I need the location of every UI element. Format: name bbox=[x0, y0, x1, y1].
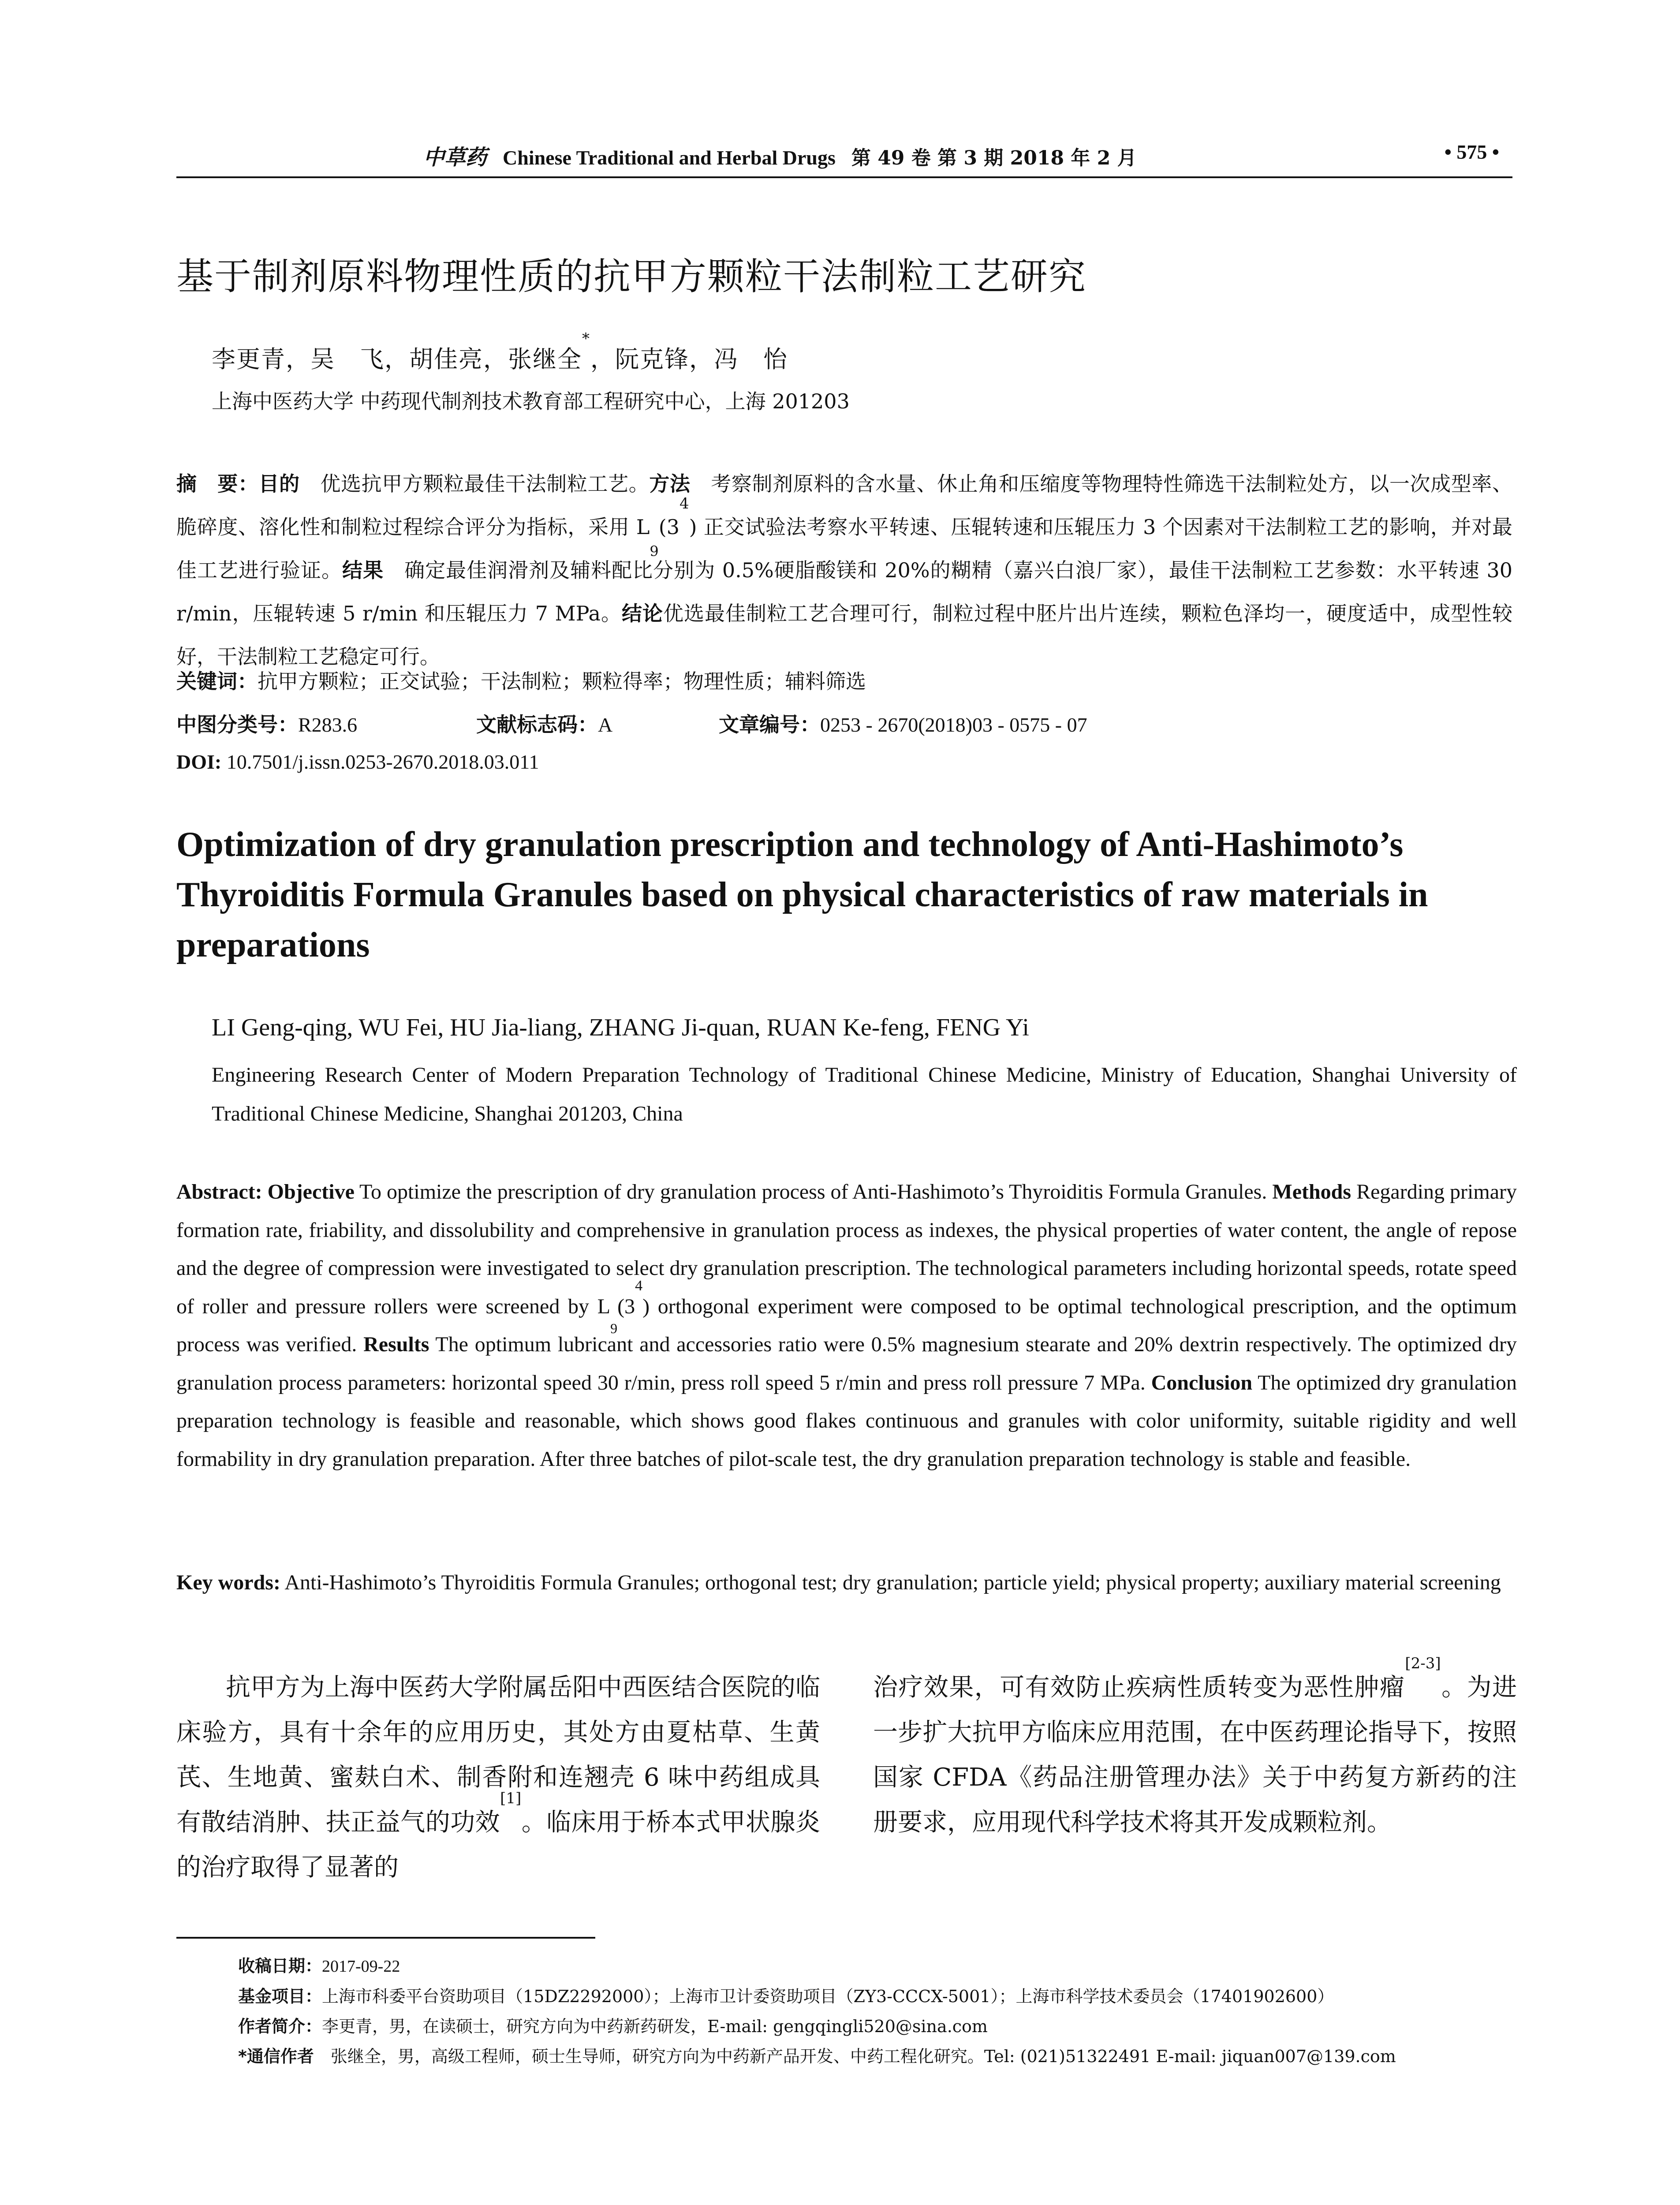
abstract-english: Abstract: Objective To optimize the prescription of dry granulation process of Anti-Hashimoto’s Thyroiditis Formula Granules. Methods Regarding primary formation rate, friability, and dissolubility and comprehensive in granulation process as indexes, the physical properties of water content, the angle of repose and the degree of compression were investigated to select dry granulation prescription. The technological parameters including horizontal speeds, rotate speed of roller and pressure rollers were screened by $L_9(3^4)$ orthogonal experiment were composed to be optimal technological prescription, and the optimum process was verified. Results The optimum lubricant and accessories ratio were 0.5% magnesium stearate and 20% dextrin respectively. The optimized dry granulation process parameters: horizontal speed 30 r/min, press roll speed 5 r/min and press roll pressure 7 MPa. Conclusion The optimized dry granulation preparation technology is feasible and reasonable, which shows good flakes continuous and granules with color uniformity, suitable rigidity and well formability in dry granulation preparation. After three batches of pilot-scale test, the dry granulation preparation technology is stable and feasible. bbox=[176, 1180, 1517, 1471]
fund-info: 基金项目：上海市科委平台资助项目（15DZ2292000）；上海市卫计委资助项目（ZY3-CCCX-5001）；上海市科学技术委员会（17401902600） bbox=[238, 1987, 1334, 2006]
citation-ref[interactable]: [1] bbox=[500, 1790, 522, 1807]
corresponding-author: *通信作者 张继全，男，高级工程师，硕士生导师，研究方向为中药新产品开发、中药工程化研究。Tel: (021)51322491 E-mail: jiquan007@139.com bbox=[238, 2047, 1396, 2066]
keywords-english: Key words: Anti-Hashimoto’s Thyroiditis Formula Granules; orthogonal test; dry granulation; particle yield; physical property; auxiliary material screening bbox=[176, 1571, 1501, 1594]
body-column-left: 抗甲方为上海中医药大学附属岳阳中西医结合医院的临床验方，具有十余年的应用历史，其处方由夏枯草、生黄芪、生地黄、蜜麸白术、制香附和连翘壳 6 味中药组成具有散结消肿、扶正益气的功效[1]。临床用于桥本式甲状腺炎的治疗取得了显著的 bbox=[176, 1673, 821, 1882]
footnote-divider bbox=[176, 1937, 595, 1939]
objective-text: 优选抗甲方颗粒最佳干法制粒工艺。 bbox=[299, 472, 650, 496]
methods-label-en: Methods bbox=[1272, 1180, 1351, 1203]
journal-logo: 中草药 bbox=[423, 145, 487, 170]
conclusion-label: 结论 bbox=[621, 602, 663, 625]
title-chinese: 基于制剂原料物理性质的抗甲方颗粒干法制粒工艺研究 bbox=[176, 255, 1087, 298]
journal-title-en: Chinese Traditional and Herbal Drugs bbox=[503, 146, 836, 169]
article-number: 文章编号：0253 - 2670(2018)03 - 0575 - 07 bbox=[719, 713, 1087, 736]
received-date: 收稿日期：2017-09-22 bbox=[238, 1956, 400, 1976]
title-english: Optimization of dry granulation prescription and technology of Anti-Hashimoto’s Thyroiditis Formula Granules based on physical characteristics of raw materials in preparations bbox=[176, 825, 1428, 964]
header-divider bbox=[176, 176, 1512, 178]
doi: DOI: 10.7501/j.issn.0253-2670.2018.03.011 bbox=[176, 751, 539, 773]
volume-issue: 第 49 卷 第 3 期 2018 年 2 月 bbox=[851, 147, 1137, 169]
abstract-chinese: 摘 要：目的 优选抗甲方颗粒最佳干法制粒工艺。方法 考察制剂原料的含水量、休止角和压缩度等物理特性筛选干法制粒处方，以一次成型率、脆碎度、溶化性和制粒过程综合评分为指标，采用 $L_9(3^4)$ 正交试验法考察水平转速、压辊转速和压辊压力 3 个因素对干法制粒工艺的影响，并对最佳工艺进行验证。结果 确定最佳润滑剂及辅料配比分别为 0.5%硬脂酸镁和 20%的糊精（嘉兴白浪厂家），最佳干法制粒工艺参数：水平转速 30 r/min，压辊转速 5 r/min 和压辊压力 7 MPa。结论优选最佳制粒工艺合理可行，制粒过程中胚片出片连续，颗粒色泽均一，硬度适中，成型性较好，干法制粒工艺稳定可行。 bbox=[176, 472, 1513, 669]
document-code: 文献标志码：A bbox=[476, 713, 613, 736]
abstract-label: 摘 要： bbox=[176, 472, 259, 496]
authors-english: LI Geng-qing, WU Fei, HU Jia-liang, ZHANG Ji-quan, RUAN Ke-feng, FENG Yi bbox=[212, 1014, 1029, 1041]
results-text: 确定最佳润滑剂及辅料配比分别为 0.5%硬脂酸镁和 20%的糊精（嘉兴白浪厂家），最佳干法制粒工艺参数：水平转速 30 r/min，压辊转速 5 r/min 和压辊压力 7 MPa。 bbox=[176, 558, 1512, 625]
clc-number: 中图分类号：R283.6 bbox=[176, 713, 358, 736]
keywords-chinese: 关键词：抗甲方颗粒；正交试验；干法制粒；颗粒得率；物理性质；辅料筛选 bbox=[176, 669, 866, 693]
results-label-en: Results bbox=[363, 1333, 429, 1356]
corresponding-mark: * bbox=[582, 330, 590, 348]
conclusion-label-en: Conclusion bbox=[1151, 1371, 1253, 1394]
results-label: 结果 bbox=[342, 558, 384, 582]
affiliation-chinese: 上海中医药大学 中药现代制剂技术教育部工程研究中心，上海 201203 bbox=[212, 389, 850, 413]
journal-name bbox=[423, 140, 1137, 171]
conclusion-text: 优选最佳制粒工艺合理可行，制粒过程中胚片出片连续，颗粒色泽均一，硬度适中，成型性较好，干法制粒工艺稳定可行。 bbox=[176, 602, 1513, 669]
body-column-right: 治疗效果，可有效防止疾病性质转变为恶性肿瘤[2-3]。为进一步扩大抗甲方临床应用范围，在中医药理论指导下，按照国家 CFDA《药品注册管理办法》关于中药复方新药的注册要求，应用现代科学技术将其开发成颗粒剂。 bbox=[873, 1655, 1517, 1837]
methods-label: 方法 bbox=[649, 472, 691, 496]
citation-ref[interactable]: [2-3] bbox=[1405, 1655, 1441, 1672]
author-bio: 作者简介：李更青，男，在读硕士，研究方向为中药新药研发，E-mail: gengqingli520@sina.com bbox=[238, 2017, 988, 2036]
footnotes bbox=[238, 1951, 1517, 2071]
authors-chinese: 李更青，吴 飞，胡佳亮，张继全*，阮克锋，冯 怡 bbox=[212, 330, 788, 373]
running-header bbox=[176, 140, 1512, 170]
doi-link[interactable]: 10.7501/j.issn.0253-2670.2018.03.011 bbox=[221, 751, 539, 773]
objective-label: 目的 bbox=[258, 472, 300, 496]
affiliation-english: Engineering Research Center of Modern Preparation Technology of Traditional Chinese Medicine, Ministry of Education, Shanghai University of Traditional Chinese Medicine, Shanghai 201203, China bbox=[212, 1063, 1517, 1125]
abstract-objective-label: Abstract: Objective bbox=[176, 1180, 355, 1203]
page-number: • 575 • bbox=[1444, 141, 1499, 163]
